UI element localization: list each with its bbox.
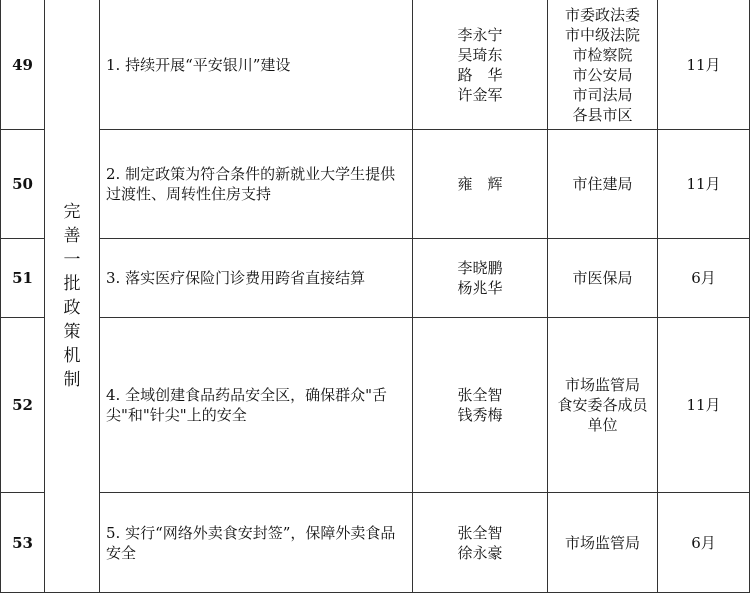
departments-cell (548, 130, 658, 239)
task-description: 4. 全域创建食品药品安全区，确保群众"舌尖"和"针尖"上的安全 (100, 318, 413, 493)
leader-name: 张全智 (457, 523, 503, 542)
leader-name: 钱秀梅 (457, 406, 503, 424)
task-description: 3. 落实医疗保险门诊费用跨省直接结算 (100, 239, 413, 318)
table-row (1, 239, 750, 318)
deadline: 11月 (658, 318, 750, 493)
department-name: 市委政法委 (564, 5, 640, 24)
department-name: 市场监管局 (564, 376, 640, 394)
leader-name: 李晓鹏 (457, 259, 503, 277)
departments-cell (548, 493, 658, 593)
row-number: 51 (1, 239, 45, 318)
leader-name: 徐永豪 (457, 543, 503, 562)
department-name: 各县市区 (572, 105, 633, 124)
department-name: 市司法局 (572, 85, 633, 104)
department-name: 市中级法院 (564, 25, 640, 44)
leader-name: 吴琦东 (457, 45, 503, 64)
department-name: 市场监管局 (564, 533, 640, 552)
row-number: 52 (1, 318, 45, 493)
leader-name: 路 华 (457, 65, 503, 84)
leader-name: 许金军 (457, 85, 503, 104)
row-number: 50 (1, 130, 45, 239)
leader-name: 杨兆华 (457, 279, 503, 297)
category-label: 完善一批政策机制 (63, 202, 81, 390)
leader-name: 张全智 (457, 386, 503, 404)
task-description: 5. 实行“网络外卖食安封签”，保障外卖食品安全 (100, 493, 413, 593)
deadline: 11月 (658, 0, 750, 130)
row-number: 49 (1, 0, 45, 130)
table-row (1, 0, 750, 130)
table-row (1, 130, 750, 239)
row-number: 53 (1, 493, 45, 593)
leader-name: 李永宁 (457, 25, 503, 44)
leaders-cell (413, 318, 548, 493)
task-description: 2. 制定政策为符合条件的新就业大学生提供过渡性、周转性住房支持 (100, 130, 413, 239)
table-row (1, 493, 750, 593)
department-name: 市检察院 (572, 45, 633, 64)
departments-cell (548, 318, 658, 493)
leader-name: 雍 辉 (457, 175, 503, 193)
department-name: 食安委各成员 (557, 396, 648, 414)
deadline: 6月 (658, 239, 750, 318)
deadline: 6月 (658, 493, 750, 593)
leaders-cell (413, 239, 548, 318)
department-name: 市公安局 (572, 65, 633, 84)
department-name: 单位 (587, 416, 618, 434)
leaders-cell (413, 0, 548, 130)
category-cell (45, 0, 100, 593)
table-row (1, 318, 750, 493)
leaders-cell (413, 130, 548, 239)
departments-cell (548, 239, 658, 318)
department-name: 市医保局 (572, 269, 633, 287)
department-name: 市住建局 (572, 175, 633, 193)
task-description: 1. 持续开展“平安银川”建设 (100, 0, 413, 130)
departments-cell (548, 0, 658, 130)
leaders-cell (413, 493, 548, 593)
deadline: 11月 (658, 130, 750, 239)
